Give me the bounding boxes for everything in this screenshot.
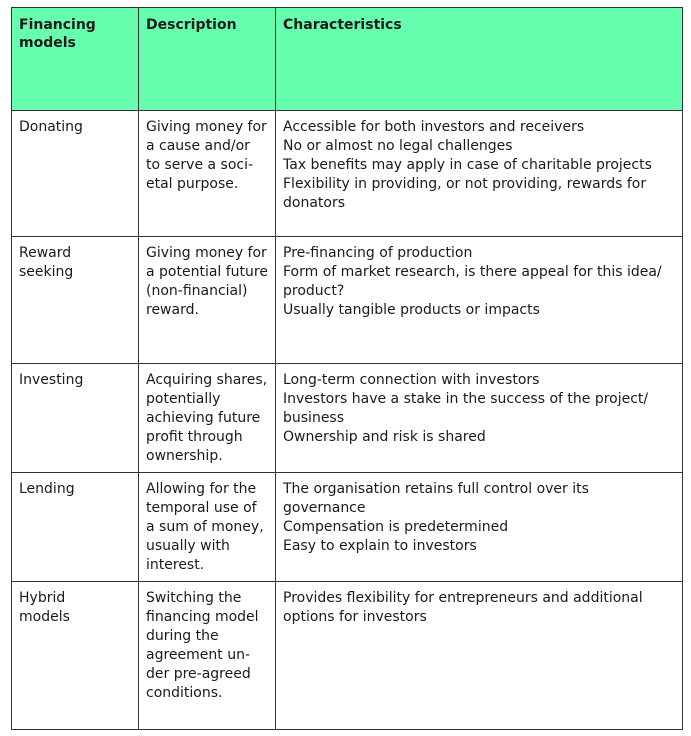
description-cell	[139, 364, 276, 473]
description-text: Acquiring shares,	[146, 372, 268, 388]
header-text: models	[19, 35, 76, 51]
header-text: Description	[146, 17, 237, 33]
header-description	[139, 8, 276, 111]
model-cell	[12, 237, 139, 364]
description-text: to serve a soci-	[146, 157, 254, 173]
financing-models-table	[11, 7, 683, 730]
description-text: etal purpose.	[146, 176, 239, 192]
description-text: Switching the	[146, 590, 242, 606]
characteristic-text: Usually tangible products or impacts	[283, 302, 540, 318]
description-text: achieving future	[146, 410, 261, 426]
characteristic-text: Pre-financing of production	[283, 245, 473, 261]
characteristic-text: Ownership and risk is shared	[283, 429, 486, 445]
table-row	[12, 473, 683, 582]
model-cell	[12, 582, 139, 730]
characteristic-text: Accessible for both investors and receivers	[283, 119, 585, 135]
table-row	[12, 364, 683, 473]
characteristics-cell	[276, 111, 683, 237]
model-text: Reward	[19, 245, 72, 261]
model-cell	[12, 473, 139, 582]
model-cell	[12, 364, 139, 473]
header-text: Characteristics	[283, 17, 402, 33]
characteristic-text: Flexibility in providing, or not providing, rewards for	[283, 176, 647, 192]
description-text: ownership.	[146, 448, 223, 464]
description-text: usually with	[146, 538, 230, 554]
characteristic-text: Provides flexibility for entrepreneurs and additional	[283, 590, 643, 606]
description-text: reward.	[146, 302, 199, 318]
characteristic-text: Tax benefits may apply in case of charitable projects	[283, 157, 652, 173]
description-text: conditions.	[146, 685, 223, 701]
header-characteristics	[276, 8, 683, 111]
model-text: Lending	[19, 481, 75, 497]
characteristics-cell	[276, 364, 683, 473]
characteristic-text: Investors have a stake in the success of the project/	[283, 391, 649, 407]
model-text: models	[19, 609, 70, 625]
model-text: Investing	[19, 372, 84, 388]
characteristic-text: The organisation retains full control over its	[283, 481, 589, 497]
characteristics-cell	[276, 237, 683, 364]
description-text: Giving money for	[146, 245, 267, 261]
characteristic-text: business	[283, 410, 345, 426]
description-cell	[139, 237, 276, 364]
table-header-row	[12, 8, 683, 111]
characteristics-cell	[276, 582, 683, 730]
model-text: Donating	[19, 119, 83, 135]
description-text: profit through	[146, 429, 243, 445]
characteristic-text: Easy to explain to investors	[283, 538, 477, 554]
description-text: (non-financial)	[146, 283, 248, 299]
characteristic-text: Compensation is predetermined	[283, 519, 509, 535]
characteristics-cell	[276, 473, 683, 582]
model-text: Hybrid	[19, 590, 66, 606]
description-text: Allowing for the	[146, 481, 257, 497]
table-row	[12, 582, 683, 730]
header-text: Financing	[19, 17, 96, 33]
table-row	[12, 111, 683, 237]
description-cell	[139, 473, 276, 582]
characteristic-text: options for investors	[283, 609, 427, 625]
table-row	[12, 237, 683, 364]
description-text: potentially	[146, 391, 221, 407]
description-text: agreement un-	[146, 647, 251, 663]
model-cell	[12, 111, 139, 237]
header-financing-models	[12, 8, 139, 111]
description-text: a cause and/or	[146, 138, 250, 154]
characteristic-text: donators	[283, 195, 346, 211]
description-text: financing model	[146, 609, 259, 625]
description-text: a potential future	[146, 264, 268, 280]
description-cell	[139, 582, 276, 730]
description-text: der pre-agreed	[146, 666, 251, 682]
description-text: during the	[146, 628, 219, 644]
characteristic-text: No or almost no legal challenges	[283, 138, 513, 154]
description-text: temporal use of	[146, 500, 257, 516]
description-text: interest.	[146, 557, 205, 573]
description-cell	[139, 111, 276, 237]
description-text: Giving money for	[146, 119, 267, 135]
characteristic-text: Form of market research, is there appeal for this idea/	[283, 264, 662, 280]
characteristic-text: product?	[283, 283, 345, 299]
description-text: a sum of money,	[146, 519, 264, 535]
characteristic-text: governance	[283, 500, 366, 516]
model-text: seeking	[19, 264, 74, 280]
characteristic-text: Long-term connection with investors	[283, 372, 540, 388]
